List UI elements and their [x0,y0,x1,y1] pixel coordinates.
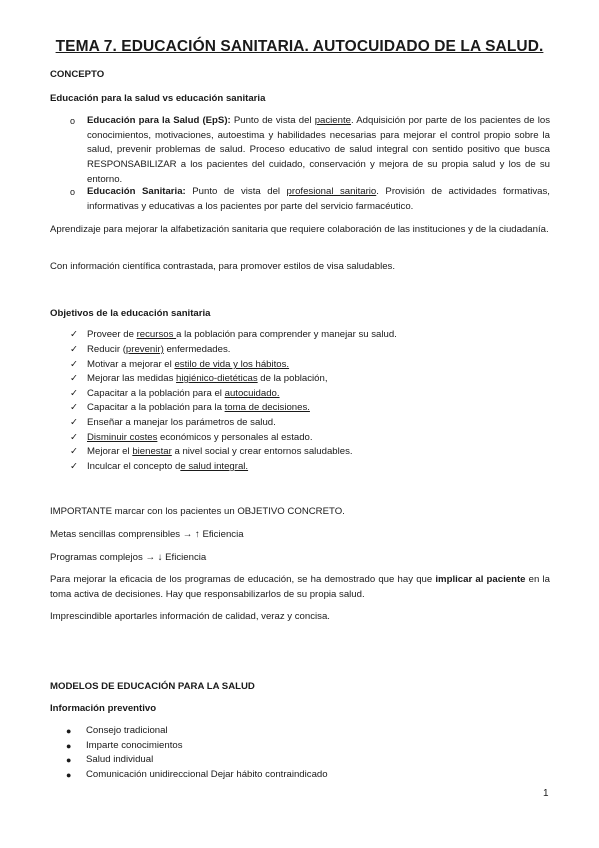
text: a la población para comprender y manejar su salud. [176,329,397,340]
term-educacion-sanitaria: Educación Sanitaria: [87,186,186,197]
bullet-icon: ● [66,726,72,736]
page-title: TEMA 7. EDUCACIÓN SANITARIA. AUTOCUIDADO DE LA SALUD. [55,38,544,55]
bold-text: implicar al paciente [435,574,526,585]
paragraph-aprendizaje: Aprendizaje para mejorar la alfabetización sanitaria que requiere colaboración de las instituciones y de la ciudadanía. [50,224,549,235]
list-item [70,445,353,460]
text: Mejorar el [87,446,133,457]
checkmark-icon: ✓ [70,461,78,472]
checkmark-icon: ✓ [70,344,78,355]
underlined-text: estilo de vida y los hábitos. [174,359,290,370]
text: enfermedades. [163,344,231,355]
list-item [66,768,328,783]
underlined-text: bienestar [132,446,172,457]
text: Inculcar el concepto d [87,461,181,472]
list-item [66,724,168,739]
list-item [70,416,276,431]
text: a nivel social y crear entornos saludables. [171,446,353,457]
paragraph-informacion: Con información científica contrastada, para promover estilos de visa saludables. [50,261,396,272]
list-item [70,358,289,373]
paragraph-eficacia [50,573,550,602]
checkmark-icon: ✓ [70,388,78,399]
underlined-text: autocuidado. [224,388,280,399]
list-item [66,753,153,768]
bullet-icon: ● [66,755,72,765]
underlined-text: prevenir) [125,344,164,355]
list-item-text: Comunicación unidireccional Dejar hábito contraindicado [86,769,328,780]
text: Punto de vista del [230,115,315,126]
circle-bullet-icon: o [70,187,76,197]
page-number: 1 [543,788,549,799]
circle-bullet-icon: o [70,116,76,126]
list-item [70,431,313,446]
underlined-text: higiénico-dietéticas [176,373,258,384]
list-item [66,739,183,754]
checkmark-icon: ✓ [70,417,78,428]
list-item-text: Imparte conocimientos [86,740,183,751]
list-item-text: Consejo tradicional [86,725,168,736]
paragraph-programas: Programas complejos → ↓ Eficiencia [50,552,207,563]
text: en la toma activa de decisiones. Hay que responsabilizarlos de su propia salud. [50,574,550,600]
paragraph-imprescindible: Imprescindible aportarles información de calidad, veraz y concisa. [50,611,330,622]
term-eps: Educación para la Salud (EpS) [87,115,228,126]
list-item [70,387,280,402]
checkmark-icon: ✓ [70,402,78,413]
checkmark-icon: ✓ [70,359,78,370]
list-item [70,372,328,387]
text: Capacitar a la población para el [87,388,225,399]
checkmark-icon: ✓ [70,446,78,457]
text: Proveer de [87,329,137,340]
text: económicos y personales al estado. [157,432,313,443]
underlined-text: Disminuir costes [87,432,158,443]
list-item-educacion-sanitaria [70,185,550,214]
subheading-informacion-preventivo: Información preventivo [50,703,157,714]
bullet-icon: ● [66,741,72,751]
text: Reducir ( [87,344,126,355]
checkmark-icon: ✓ [70,373,78,384]
list-item-eps [70,114,550,188]
text: Enseñar a manejar los parámetros de salud. [87,417,276,428]
list-item [70,460,248,475]
underlined-text: toma de decisiones. [224,402,310,413]
underlined-text: paciente [314,115,351,126]
section-heading-objetivos: Objetivos de la educación sanitaria [50,308,211,319]
text: . Adquisición por parte de los pacientes de los conocimientos, motivaciones, autoestima y habilidades necesarias para mejorar el control propio sobre la salud, prevenir problemas de salud. Proceso educativo de salud integral con sentido positivo que busca RESPONSABILIZAR a los pacientes del cuidado, conservación y mejora de su propia salud y los de su entorno. [87,115,550,185]
term-colon: : [227,115,231,126]
underlined-text: recursos [136,329,177,340]
underlined-text: profesional sanitario [286,186,377,197]
checkmark-icon: ✓ [70,432,78,443]
paragraph-metas: Metas sencillas comprensibles → ↑ Eficiencia [50,529,244,540]
bullet-icon: ● [66,770,72,780]
checkmark-icon: ✓ [70,329,78,340]
list-item [70,401,310,416]
list-item [70,328,397,343]
text: Capacitar a la población para la [87,402,225,413]
text: Mejorar las medidas [87,373,177,384]
text: Para mejorar la eficacia de los programas de educación, se ha demostrado que hay que [50,574,436,585]
list-item [70,343,230,358]
subheading-eps-vs-es: Educación para la salud vs educación sanitaria [50,93,266,104]
text: Punto de vista del [185,186,287,197]
list-item-text: Salud individual [86,754,154,765]
text: de la población, [257,373,328,384]
text: . Provisión de actividades formativas, informativas y educativas a los pacientes por parte del servicio farmacéutico. [87,186,550,212]
paragraph-importante: IMPORTANTE marcar con los pacientes un OBJETIVO CONCRETO. [50,506,345,517]
section-heading-concepto: CONCEPTO [50,69,105,80]
text: Motivar a mejorar el [87,359,175,370]
underlined-text: e salud integral. [180,461,249,472]
section-heading-modelos: MODELOS DE EDUCACIÓN PARA LA SALUD [50,681,255,692]
